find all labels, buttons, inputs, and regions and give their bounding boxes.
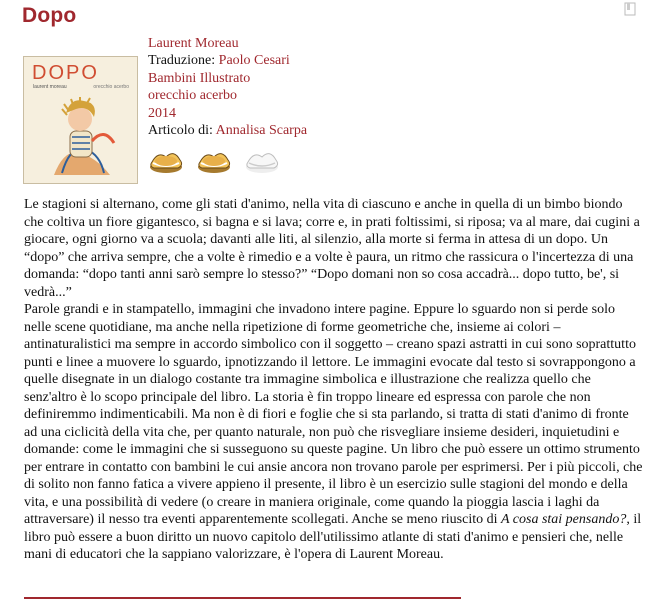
book-cover-image[interactable] xyxy=(23,56,138,184)
review-paragraph: Le stagioni si alternano, come gli stati d'animo, nella vita di ciascuno e anche in quella di un bimbo biondo che coltiva un fiore gigantesco, si bagna e si lava; corre e, in prati foltissimi, si riposa; va al mare, dai cugini a giocare, ogni giorno va a scuola; davanti alle liti, al silenzio, alla morte si ferma in attesa di un dopo. Un “dopo” che arriva sempre, che a volte è rimedio e a volte è paura, un ritmo che rassicura o l'incertezza di una domanda: “dopo tanti anni sarò sempre lo stesso?” “Dopo domani non so cosa accadrà... dopo tutto, be', si vedrà...” xyxy=(24,197,640,300)
book-title-italic: A cosa stai pensando? xyxy=(500,512,627,527)
cover-author: laurent moreau xyxy=(33,84,67,90)
rating xyxy=(148,142,288,176)
bookmark-icon[interactable] xyxy=(624,2,636,16)
publisher-link[interactable]: orecchio acerbo xyxy=(148,88,237,104)
article-label: Articolo di: xyxy=(148,123,213,139)
author-link[interactable]: Laurent Moreau xyxy=(148,36,239,51)
cover-title: DOPO xyxy=(32,62,99,84)
article-author-link[interactable]: Annalisa Scarpa xyxy=(215,123,308,139)
book-info xyxy=(148,35,307,139)
sandwich-icon xyxy=(246,154,278,173)
review-text-span: , il libro può essere a buon diritto un nuovo capitolo dell'utilissimo atlante di stati d'animo e pensieri che, nelle mani di educatori che la sappiano valorizzare, è l'opera di Laurent Moreau. xyxy=(24,512,642,562)
review-paragraph xyxy=(24,301,644,564)
sandwich-icon xyxy=(150,154,182,173)
page-title: Dopo xyxy=(22,4,77,27)
year: 2014 xyxy=(148,105,176,121)
translation-label: Traduzione: xyxy=(148,53,216,69)
divider xyxy=(24,597,461,599)
review-text xyxy=(24,196,644,564)
sandwich-icon xyxy=(198,154,230,173)
cover-illustration xyxy=(24,57,137,183)
cover-publisher: orecchio acerbo xyxy=(93,84,129,90)
review-text-span: Parole grandi e in stampatello, immagini che invadono intere pagine. Eppure lo sguardo non si perde solo nelle scene quotidiane, ma anche nella ripetizione di forme geometriche che, insieme ai colori – antinaturalistici ma sempre in accordo simbolico con il soggetto – creano spazi astratti in cui sono soprattutto punti e linee a muovere lo sguardo, ipnotizzando il lettore. Le immagini evocate dal testo si sovrappongono a quelle disegnate in un dialogo costante tra immagine simbolica e illustrazione che realizza quello che senz'altro è lo scopo principale del libro. La storia è fin troppo lineare ed espressa con parole che non definiremmo indimenticabili. Ma non è di fiori e foglie che si sta parlando, si tratta di stati d'animo di fronte ad una ciclicità della vita che, per quanto naturale, non può che risvegliare insieme desideri, inquietudini e domande: come le immagini che si susseguono su queste pagine. Un libro che può essere un ottimo strumento per entrare in contatto con bambini le cui ansie ancora non trovano parole per esprimersi. Per i più piccoli, che di solito non fanno fatica a vivere appieno il presente, il libro è un esercizio sulle stagioni del mondo e della vita, e una possibilità di vedere (o creare in maniera originale, come quando la pioggia lascia i laghi da attraversare) il nesso tra eventi apparentemente scollegati. Anche se meno riuscito di xyxy=(24,302,643,527)
translator-link[interactable]: Paolo Cesari xyxy=(218,53,290,69)
category-link[interactable]: Bambini Illustrato xyxy=(148,70,251,86)
